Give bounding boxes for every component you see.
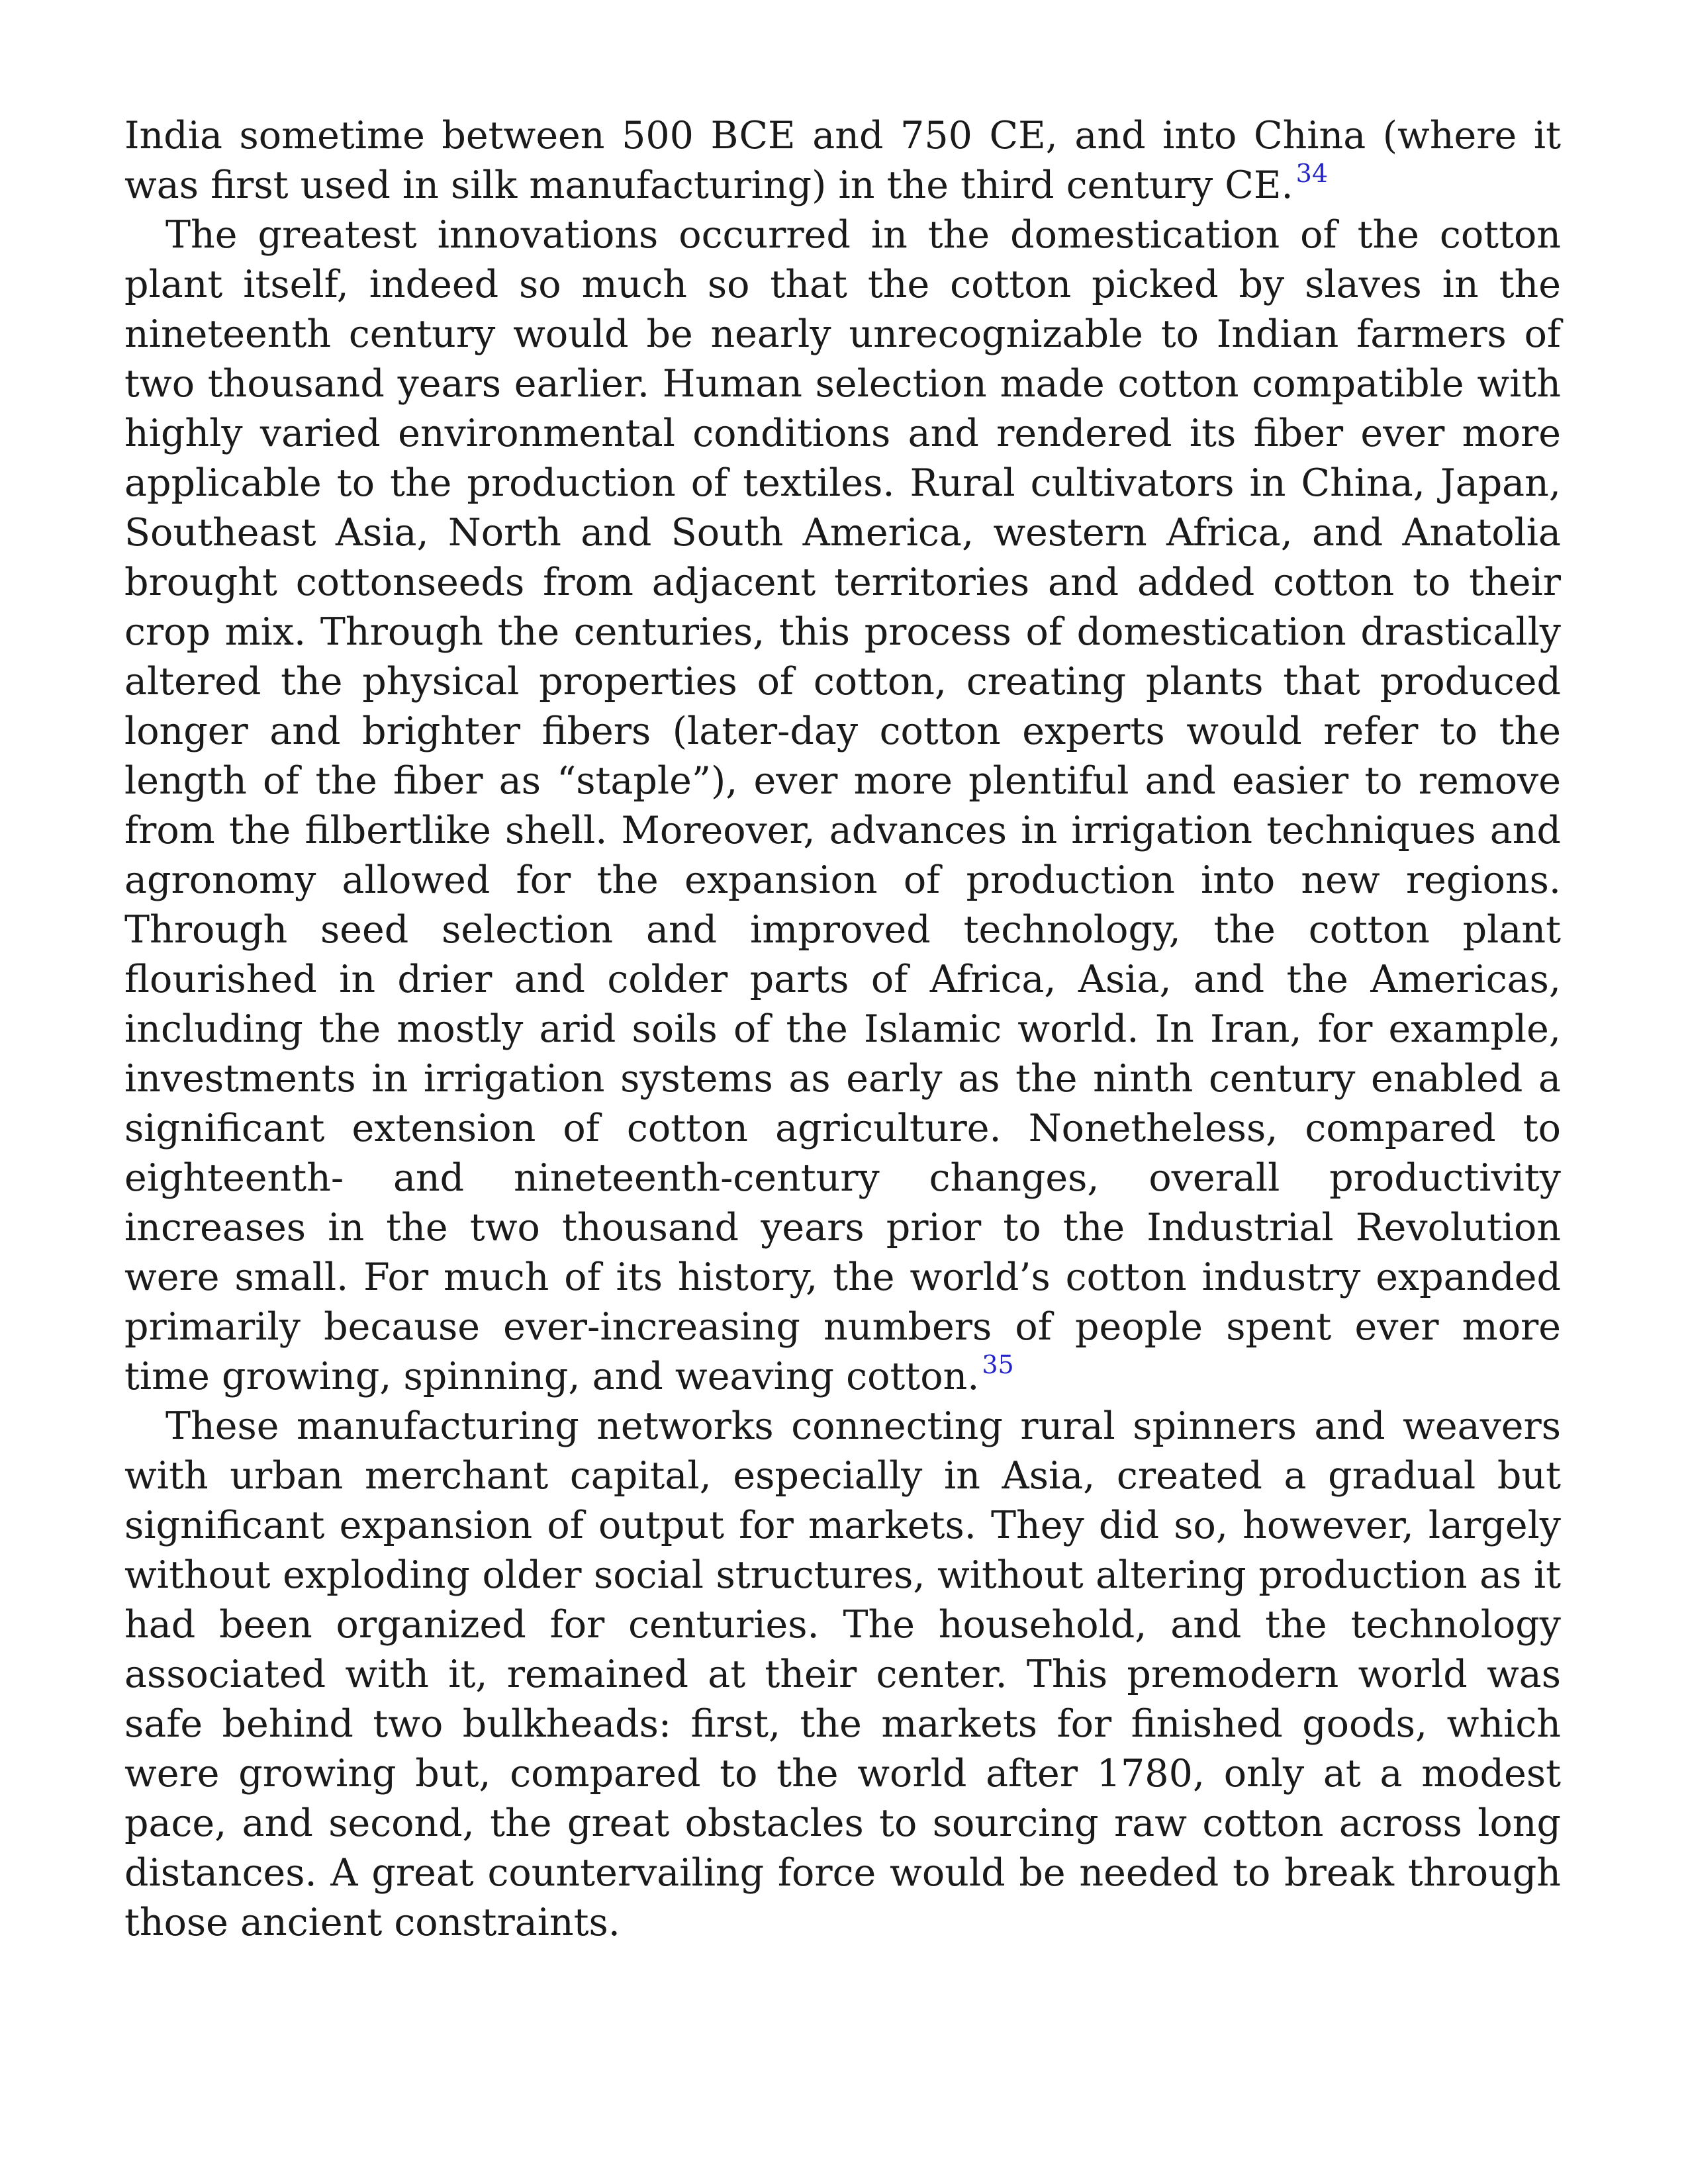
paragraph-2 [124, 210, 1561, 1402]
paragraph-text: The greatest innovations occurred in the domestication of the cotton plant itself, indeed so much so that the cotton picked by slaves in the nineteenth century would be nearly unrecognizable to Indian farmers of two thousand years earlier. Human selection made cotton compatible with highly varied environmental conditions and rendered its fiber ever more applicable to the production of textiles. Rural cultivators in China, Japan, Southeast Asia, North and South America, western Africa, and Anatolia brought cottonseeds from adjacent territories and added cotton to their crop mix. Through the centuries, this process of domestication drastically altered the physical properties of cotton, creating plants that produced longer and brighter fibers (later-day cotton experts would refer to the length of the fiber as “staple”), ever more plentiful and easier to remove from the filbertlike shell. Moreover, advances in irrigation techniques and agronomy allowed for the expansion of production into new regions. Through seed selection and improved technology, the cotton plant flourished in drier and colder parts of Africa, Asia, and the Americas, including the mostly arid soils of the Islamic world. In Iran, for example, investments in irrigation systems as early as the ninth century enabled a significant extension of cotton agriculture. Nonetheless, compared to eighteenth- and nineteenth-century changes, overall productivity increases in the two thousand years prior to the Industrial Revolution were small. For much of its history, the world’s cotton industry expanded primarily because ever-increasing numbers of people spent ever more time growing, spinning, and weaving cotton. [124, 213, 1561, 1398]
page-body [124, 111, 1561, 1948]
footnote-link-35[interactable]: 35 [982, 1350, 1014, 1379]
paragraph-text: India sometime between 500 BCE and 750 CE, and into China (where it was first used in silk manufacturing) in the third century CE. [124, 114, 1561, 207]
footnote-link-34[interactable]: 34 [1295, 159, 1328, 188]
paragraph-3 [124, 1402, 1561, 1948]
paragraph-1 [124, 111, 1561, 210]
paragraph-text: These manufacturing networks connecting rural spinners and weavers with urban merchant capital, especially in Asia, created a gradual but significant expansion of output for markets. They did so, however, largely without exploding older social structures, without altering production as it had been organized for centuries. The household, and the technology associated with it, remained at their center. This premodern world was safe behind two bulkheads: first, the markets for finished goods, which were growing but, compared to the world after 1780, only at a modest pace, and second, the great obstacles to sourcing raw cotton across long distances. A great countervailing force would be needed to break through those ancient constraints. [124, 1404, 1561, 1944]
